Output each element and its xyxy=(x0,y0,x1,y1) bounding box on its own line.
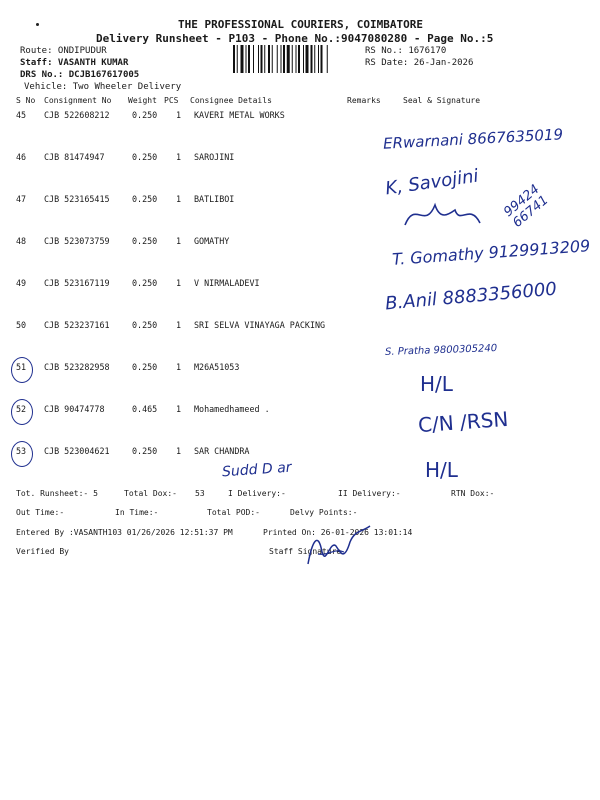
delvy-points: Delvy Points:- xyxy=(290,508,358,517)
total-dox: Total Dox:- xyxy=(124,489,177,498)
route-label: Route: ONDIPUDUR xyxy=(20,46,107,56)
row-52 xyxy=(0,404,600,424)
cell-pcs: 1 xyxy=(176,236,182,246)
row-53 xyxy=(0,446,600,466)
tot-runsheet: Tot. Runsheet:- 5 xyxy=(16,489,98,498)
pen-circle-52 xyxy=(11,399,33,425)
col-consignee: Consignee Details xyxy=(190,96,272,105)
runsheet-subtitle: Delivery Runsheet - P103 - Phone No.:9047080280 - Page No.:5 xyxy=(96,32,494,45)
cell-consignment: CJB 90474778 xyxy=(44,404,105,414)
cell-consignee: SAR CHANDRA xyxy=(194,446,250,456)
signature-47: 99424 66741 xyxy=(501,181,552,231)
signature-48: T. Gomathy 9129913209 xyxy=(391,236,591,269)
cell-consignment: CJB 522608212 xyxy=(44,110,110,120)
cell-sno: 50 xyxy=(16,320,27,330)
in-time: In Time:- xyxy=(115,508,159,517)
cell-consignee: SRI SELVA VINAYAGA PACKING xyxy=(194,320,326,330)
barcode xyxy=(233,45,359,73)
cell-consignee: SAROJINI xyxy=(194,152,235,162)
cell-weight: 0.250 xyxy=(132,152,158,162)
vehicle-label: Vehicle: Two Wheeler Delivery xyxy=(24,82,182,92)
cell-consignment: CJB 523237161 xyxy=(44,320,110,330)
entered-by: Entered By :VASANTH103 01/26/2026 12:51:37 PM xyxy=(16,528,233,537)
signature-51: H/L xyxy=(420,372,453,396)
cell-pcs: 1 xyxy=(176,404,182,414)
cell-weight: 0.465 xyxy=(132,404,158,414)
ii-delivery: II Delivery:- xyxy=(338,489,401,498)
cell-sno: 45 xyxy=(16,110,27,120)
col-weight: Weight xyxy=(128,96,157,105)
totals-row xyxy=(0,489,600,501)
out-time: Out Time:- xyxy=(16,508,65,517)
pen-circle-51 xyxy=(11,357,33,383)
cell-pcs: 1 xyxy=(176,110,182,120)
cell-weight: 0.250 xyxy=(132,446,158,456)
col-remarks: Remarks xyxy=(347,96,381,105)
cell-sno: 46 xyxy=(16,152,27,162)
cell-weight: 0.250 xyxy=(132,194,158,204)
cell-sno: 48 xyxy=(16,236,27,246)
cell-consignment: CJB 523165415 xyxy=(44,194,110,204)
signature-46: K, Savojini xyxy=(383,165,480,200)
cell-sno: 53 xyxy=(16,446,27,456)
total-pod: Total POD:- xyxy=(207,508,260,517)
signature-49: B.Anil 8883356000 xyxy=(384,278,558,315)
staff-label: Staff: VASANTH KUMAR xyxy=(20,58,129,68)
total-dox-value: 53 xyxy=(195,489,205,498)
cell-sno: 47 xyxy=(16,194,27,204)
staff-signature-scrawl xyxy=(300,522,375,572)
cell-pcs: 1 xyxy=(176,362,182,372)
cell-sno: 49 xyxy=(16,278,27,288)
cell-consignee: M26A51053 xyxy=(194,362,240,372)
cell-pcs: 1 xyxy=(176,446,182,456)
cell-pcs: 1 xyxy=(176,320,182,330)
cell-sno: 52 xyxy=(16,404,27,414)
cell-weight: 0.250 xyxy=(132,278,158,288)
cell-consignee: GOMATHY xyxy=(194,236,230,246)
cell-pcs: 1 xyxy=(176,278,182,288)
cell-consignee: Mohamedhameed . xyxy=(194,404,270,414)
col-pcs: PCS xyxy=(164,96,179,105)
cell-consignment: CJB 81474947 xyxy=(44,152,105,162)
signature-53: H/L xyxy=(425,458,458,482)
row-46 xyxy=(0,152,600,172)
cell-consignee: BATLIBOI xyxy=(194,194,235,204)
scan-speck xyxy=(36,23,39,26)
cell-pcs: 1 xyxy=(176,152,182,162)
col-seal: Seal & Signature xyxy=(403,96,481,105)
times-row xyxy=(0,508,600,520)
column-header-row xyxy=(0,96,600,108)
rtn-dox: RTN Dox:- xyxy=(451,489,495,498)
rs-number: RS No.: 1676170 xyxy=(365,46,447,56)
signature-52: C/N /RSN xyxy=(417,406,510,438)
drs-number: DRS No.: DCJB167617005 xyxy=(20,70,140,80)
cell-weight: 0.250 xyxy=(132,236,158,246)
cell-weight: 0.250 xyxy=(132,320,158,330)
cell-consignment: CJB 523073759 xyxy=(44,236,110,246)
printed-on: Printed On: 26-01-2026 13:01:14 xyxy=(263,528,413,537)
pen-circle-53 xyxy=(11,441,33,467)
company-title: THE PROFESSIONAL COURIERS, COIMBATORE xyxy=(178,18,424,31)
signature-scrawl-47 xyxy=(400,195,490,235)
col-sno: S No xyxy=(16,96,36,105)
extra-note: Sudd D ar xyxy=(221,459,293,481)
cell-weight: 0.250 xyxy=(132,362,158,372)
col-consignment: Consignment No xyxy=(44,96,112,105)
row-50 xyxy=(0,320,600,340)
cell-consignment: CJB 523004621 xyxy=(44,446,110,456)
i-delivery: I Delivery:- xyxy=(228,489,286,498)
staff-signature-label: Staff Signature xyxy=(269,547,342,556)
signature-45: ERwarnani 8667635019 xyxy=(382,125,564,153)
row-51 xyxy=(0,362,600,382)
rs-date: RS Date: 26-Jan-2026 xyxy=(365,58,474,68)
cell-pcs: 1 xyxy=(176,194,182,204)
verified-by: Verified By xyxy=(16,547,69,556)
cell-consignee: KAVERI METAL WORKS xyxy=(194,110,285,120)
cell-weight: 0.250 xyxy=(132,110,158,120)
signature-50: S. Pratha 9800305240 xyxy=(384,343,498,358)
cell-consignment: CJB 523167119 xyxy=(44,278,110,288)
cell-consignment: CJB 523282958 xyxy=(44,362,110,372)
cell-sno: 51 xyxy=(16,362,27,372)
cell-consignee: V NIRMALADEVI xyxy=(194,278,260,288)
